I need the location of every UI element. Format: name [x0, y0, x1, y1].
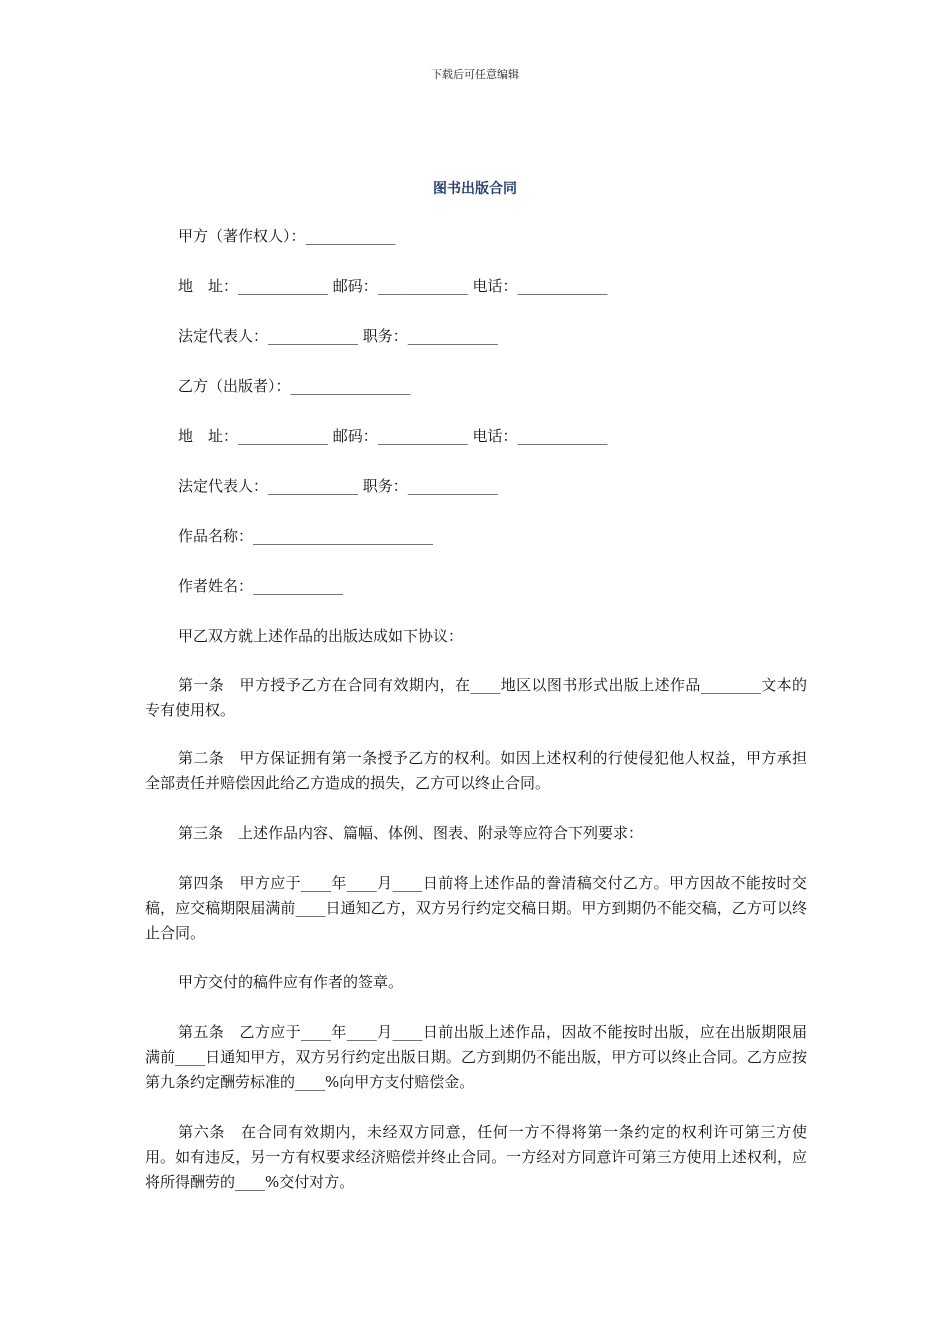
article-1: 第一条 甲方授予乙方在合同有效期内，在____地区以图书形式出版上述作品________文本的专有使用权。	[145, 676, 807, 719]
party-a-field: 甲方（著作权人）：____________	[178, 227, 396, 245]
article-5: 第五条 乙方应于____年____月____日前出版上述作品，因故不能按时出版，应在出版期限届满前____日通知甲方，双方另行约定出版日期。乙方到期仍不能出版，甲方可以终止合同。乙方应按第九条约定酬劳标准的____%向甲方支付赔偿金。	[145, 1023, 807, 1091]
article-2: 第二条 甲方保证拥有第一条授予乙方的权利。如因上述权利的行使侵犯他人权益，甲方承担全部责任并赔偿因此给乙方造成的损失，乙方可以终止合同。	[145, 749, 807, 792]
article-6: 第六条 在合同有效期内，未经双方同意，任何一方不得将第一条约定的权利许可第三方使用。如有违反，另一方有权要求经济赔偿并终止合同。一方经对方同意许可第三方使用上述权利，应将所得酬劳的____%交付对方。	[145, 1123, 807, 1191]
article-4-note: 甲方交付的稿件应有作者的签章。	[178, 973, 404, 991]
party-b-address-field: 地 址：____________ 邮码：____________ 电话：____________	[178, 427, 608, 445]
document-title: 图书出版合同	[433, 181, 517, 197]
party-a-representative-field: 法定代表人：____________ 职务：____________	[178, 327, 498, 345]
author-name-field: 作者姓名：____________	[178, 577, 344, 595]
article-4: 第四条 甲方应于____年____月____日前将上述作品的誊清稿交付乙方。甲方因故不能按时交稿，应交稿期限届满前____日通知乙方，双方另行约定交稿日期。甲方到期仍不能交稿，乙方可以终止合同。	[145, 874, 807, 942]
party-b-field: 乙方（出版者）：________________	[178, 377, 411, 395]
party-b-representative-field: 法定代表人：____________ 职务：____________	[178, 477, 498, 495]
agreement-intro: 甲乙双方就上述作品的出版达成如下协议：	[178, 627, 464, 645]
header-note: 下载后可任意编辑	[431, 68, 519, 81]
party-a-address-field: 地 址：____________ 邮码：____________ 电话：____________	[178, 277, 608, 295]
article-3: 第三条 上述作品内容、篇幅、体例、图表、附录等应符合下列要求：	[178, 824, 644, 842]
work-title-field: 作品名称：________________________	[178, 527, 434, 545]
